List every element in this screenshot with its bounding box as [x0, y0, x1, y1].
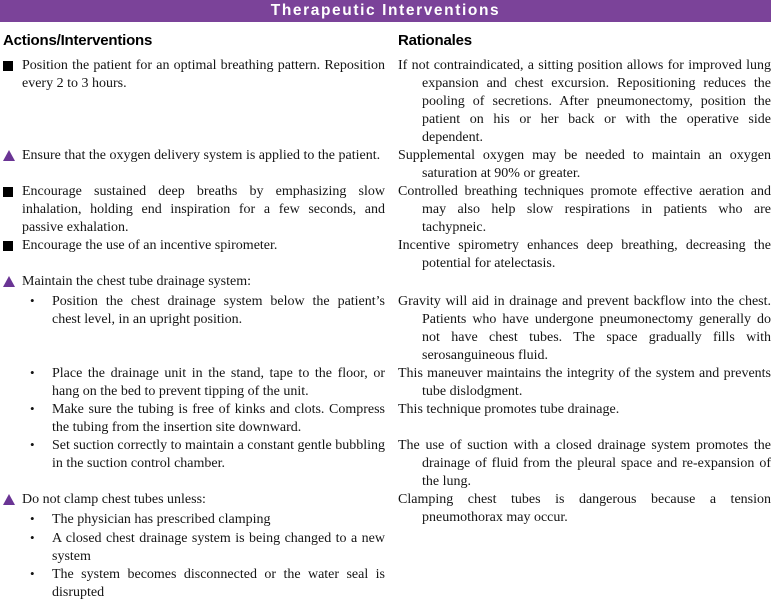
action-text: Encourage the use of an incentive spirometer. — [22, 238, 278, 253]
action-text: Encourage sustained deep breaths by emphasizing slow inhalation, holding end inspiration for a few seconds, and passive exhalation. — [22, 184, 385, 235]
action-text: The physician has prescribed clamping — [52, 512, 271, 527]
action-item-group — [3, 491, 385, 602]
rationale-text: Controlled breathing techniques promote effective aeration and may also help slow respirations in patients who are tachypneic. — [398, 184, 771, 235]
table-row — [0, 237, 771, 273]
action-item — [3, 491, 385, 511]
action-item — [3, 147, 385, 183]
rationale-text: The use of suction with a closed drainage system promotes the drainage of fluid from the pleural space and re-expansion of the lung. — [398, 438, 771, 489]
rationale-text: This technique promotes tube drainage. — [398, 402, 620, 417]
dot-bullet-icon — [30, 566, 52, 585]
dot-bullet-icon — [30, 401, 52, 420]
column-header-actions: Actions/Interventions — [3, 32, 153, 49]
action-sub-item — [3, 511, 385, 530]
rationale-text: Supplemental oxygen may be needed to maintain an oxygen saturation at 90% or greater. — [398, 148, 771, 181]
square-bullet-icon — [3, 237, 22, 257]
table-row — [0, 437, 771, 491]
table-row — [0, 183, 771, 237]
dot-bullet-icon — [30, 530, 52, 549]
action-text: The system becomes disconnected or the water seal is disrupted — [52, 567, 385, 600]
table-row — [0, 365, 771, 401]
table-row — [0, 57, 771, 147]
action-item — [3, 183, 385, 237]
dot-bullet-icon — [30, 365, 52, 384]
square-bullet-icon — [3, 57, 22, 77]
action-sub-item — [3, 365, 385, 401]
action-text: Place the drainage unit in the stand, tape to the floor, or hang on the bed to prevent tipping of the unit. — [52, 366, 385, 399]
dot-bullet-icon — [30, 437, 52, 456]
table-title-bar — [0, 0, 771, 22]
rationale-text — [398, 273, 771, 293]
action-sub-item — [3, 293, 385, 365]
action-sub-item — [3, 401, 385, 437]
rationale-text: Incentive spirometry enhances deep breathing, decreasing the potential for atelectasis. — [398, 238, 771, 271]
action-text: A closed chest drainage system is being changed to a new system — [52, 531, 385, 564]
square-bullet-icon — [3, 183, 22, 203]
table-row — [0, 147, 771, 183]
action-item — [3, 237, 385, 273]
action-text: Position the patient for an optimal breathing pattern. Reposition every 2 to 3 hours. — [22, 58, 385, 91]
action-item — [3, 57, 385, 147]
action-text: Maintain the chest tube drainage system: — [22, 274, 251, 289]
column-header-rationales: Rationales — [398, 32, 472, 49]
table-row — [0, 293, 771, 365]
rationale-text: Clamping chest tubes is dangerous because a tension pneumothorax may occur. — [398, 492, 771, 525]
action-text: Position the chest drainage system below the patient’s chest level, in an upright position. — [52, 294, 385, 327]
rationale-text: This maneuver maintains the integrity of the system and prevents tube dislodgment. — [398, 366, 771, 399]
table-row — [0, 491, 771, 602]
rationale-text: Gravity will aid in drainage and prevent backflow into the chest. Patients who have undergone pneumonectomy generally do not have chest tubes. The space gradually fills with serosanguineous fluid. — [398, 294, 771, 363]
action-sub-list — [3, 511, 385, 602]
triangle-bullet-icon — [3, 147, 22, 167]
table-row — [0, 273, 771, 293]
dot-bullet-icon — [30, 511, 52, 530]
action-sub-item — [3, 437, 385, 491]
triangle-bullet-icon — [3, 273, 22, 293]
action-item — [3, 273, 385, 293]
column-headers — [0, 32, 771, 50]
table-row — [0, 401, 771, 437]
dot-bullet-icon — [30, 293, 52, 312]
action-text: Ensure that the oxygen delivery system is applied to the patient. — [22, 148, 381, 163]
action-text: Set suction correctly to maintain a constant gentle bubbling in the suction control chamber. — [52, 438, 385, 471]
rationale-text: If not contraindicated, a sitting position allows for improved lung expansion and chest excursion. Repositioning reduces the pooling of secretions. After pneumonectomy, position the patient on his or her back or with the operative side dependent. — [398, 58, 771, 145]
action-sub-item — [3, 530, 385, 566]
action-text: Do not clamp chest tubes unless: — [22, 492, 206, 507]
action-text: Make sure the tubing is free of kinks and clots. Compress the tubing from the insertion site downward. — [52, 402, 385, 435]
table-title: Therapeutic Interventions — [270, 2, 501, 19]
triangle-bullet-icon — [3, 491, 22, 511]
